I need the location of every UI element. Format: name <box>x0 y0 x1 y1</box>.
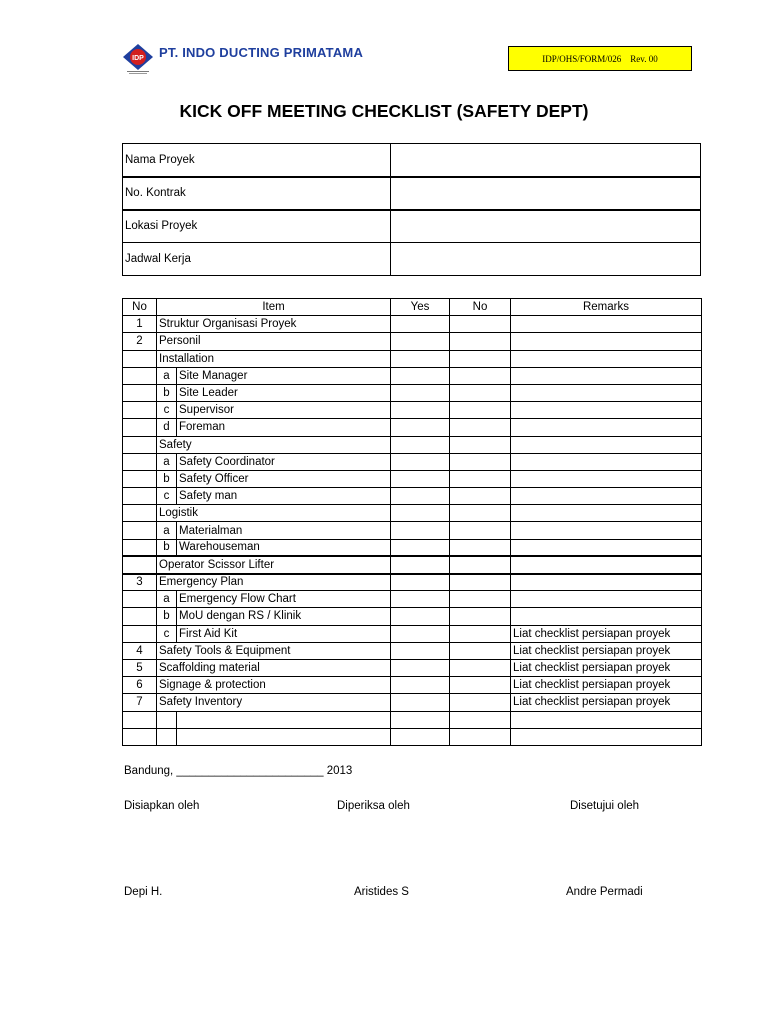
remarks-cell[interactable] <box>511 384 702 401</box>
no-cell[interactable] <box>450 556 511 573</box>
remarks-cell[interactable] <box>511 350 702 367</box>
row-number <box>123 419 157 436</box>
row-sub-letter: b <box>157 539 177 556</box>
prepared-by-label: Disiapkan oleh <box>124 800 200 812</box>
yes-cell[interactable] <box>391 470 450 487</box>
table-row <box>123 419 702 436</box>
row-number: 7 <box>123 694 157 711</box>
yes-cell[interactable] <box>391 367 450 384</box>
row-number <box>123 608 157 625</box>
yes-cell[interactable] <box>391 625 450 642</box>
empty-cell[interactable] <box>123 711 157 728</box>
table-row <box>123 384 702 401</box>
yes-cell[interactable] <box>391 539 450 556</box>
checked-by-name: Aristides S <box>354 886 409 898</box>
empty-cell[interactable] <box>123 728 157 745</box>
table-row <box>123 591 702 608</box>
row-number <box>123 402 157 419</box>
table-row <box>123 522 702 539</box>
table-row <box>123 539 702 556</box>
empty-cell[interactable] <box>157 728 177 745</box>
no-cell[interactable] <box>450 333 511 350</box>
table-row-empty <box>123 728 702 745</box>
remarks-cell[interactable] <box>511 522 702 539</box>
row-number <box>123 556 157 573</box>
no-cell[interactable] <box>450 488 511 505</box>
table-row <box>123 316 702 333</box>
row-number <box>123 367 157 384</box>
remarks-cell[interactable] <box>511 505 702 522</box>
row-number <box>123 350 157 367</box>
remarks-cell[interactable] <box>511 436 702 453</box>
remarks-cell[interactable] <box>511 539 702 556</box>
no-cell[interactable] <box>450 694 511 711</box>
table-row <box>123 608 702 625</box>
row-number: 3 <box>123 574 157 591</box>
remarks-cell[interactable]: Liat checklist persiapan proyek <box>511 659 702 676</box>
info-value-field[interactable] <box>391 144 701 177</box>
info-row <box>123 243 701 276</box>
table-row-empty <box>123 711 702 728</box>
info-label: No. Kontrak <box>123 177 391 210</box>
row-item: Site Leader <box>177 384 391 401</box>
yes-cell[interactable] <box>391 350 450 367</box>
table-row <box>123 436 702 453</box>
table-row <box>123 505 702 522</box>
table-row <box>123 694 702 711</box>
no-cell[interactable] <box>450 677 511 694</box>
row-sub-letter: a <box>157 453 177 470</box>
yes-cell[interactable] <box>391 556 450 573</box>
row-group-label: Operator Scissor Lifter <box>157 556 391 573</box>
no-cell[interactable] <box>450 608 511 625</box>
table-row <box>123 402 702 419</box>
no-cell[interactable] <box>450 367 511 384</box>
no-cell[interactable] <box>450 419 511 436</box>
form-code-box: IDP/OHS/FORM/026 Rev. 00 <box>508 46 692 71</box>
row-item: First Aid Kit <box>177 625 391 642</box>
no-cell[interactable] <box>450 316 511 333</box>
remarks-cell[interactable] <box>511 333 702 350</box>
yes-cell[interactable] <box>391 677 450 694</box>
page-title: KICK OFF MEETING CHECKLIST (SAFETY DEPT) <box>179 101 589 121</box>
approved-by-name: Andre Permadi <box>566 886 643 898</box>
table-row <box>123 556 702 573</box>
row-item: MoU dengan RS / Klinik <box>177 608 391 625</box>
row-sub-letter: a <box>157 522 177 539</box>
yes-cell[interactable] <box>391 505 450 522</box>
row-sub-letter: a <box>157 367 177 384</box>
row-group-label: Safety <box>157 436 391 453</box>
row-item: Warehouseman <box>177 539 391 556</box>
table-row <box>123 350 702 367</box>
row-number <box>123 436 157 453</box>
row-sub-letter: d <box>157 419 177 436</box>
row-number <box>123 625 157 642</box>
row-item: Supervisor <box>177 402 391 419</box>
row-number <box>123 591 157 608</box>
row-number: 2 <box>123 333 157 350</box>
table-row <box>123 574 702 591</box>
yes-cell[interactable] <box>391 419 450 436</box>
row-number: 5 <box>123 659 157 676</box>
no-cell[interactable] <box>450 522 511 539</box>
header-remarks: Remarks <box>511 299 702 316</box>
row-item: Safety Coordinator <box>177 453 391 470</box>
table-row <box>123 488 702 505</box>
remarks-cell[interactable] <box>511 470 702 487</box>
row-number: 1 <box>123 316 157 333</box>
row-item: Safety Tools & Equipment <box>157 642 391 659</box>
approved-by-label: Disetujui oleh <box>570 800 640 812</box>
header-no: No <box>123 299 157 316</box>
company-logo-icon <box>123 44 154 74</box>
info-label: Jadwal Kerja <box>123 243 391 276</box>
table-row <box>123 333 702 350</box>
row-item: Signage & protection <box>157 677 391 694</box>
no-cell[interactable] <box>450 384 511 401</box>
row-sub-letter: b <box>157 608 177 625</box>
row-item: Safety man <box>177 488 391 505</box>
table-row <box>123 677 702 694</box>
remarks-cell[interactable]: Liat checklist persiapan proyek <box>511 694 702 711</box>
yes-cell[interactable] <box>391 453 450 470</box>
checked-by-label: Diperiksa oleh <box>337 800 410 812</box>
table-row <box>123 470 702 487</box>
no-cell[interactable] <box>450 350 511 367</box>
remarks-cell[interactable] <box>511 556 702 573</box>
no-cell[interactable] <box>450 728 511 745</box>
info-value-field[interactable] <box>391 177 701 210</box>
row-item: Safety Inventory <box>157 694 391 711</box>
header-yes: Yes <box>391 299 450 316</box>
row-number <box>123 470 157 487</box>
row-number: 4 <box>123 642 157 659</box>
table-row <box>123 642 702 659</box>
info-label: Lokasi Proyek <box>123 210 391 243</box>
info-value-field[interactable] <box>391 243 701 276</box>
row-sub-letter: a <box>157 591 177 608</box>
row-number: 6 <box>123 677 157 694</box>
no-cell[interactable] <box>450 574 511 591</box>
remarks-cell[interactable] <box>511 574 702 591</box>
remarks-cell[interactable] <box>511 488 702 505</box>
no-cell[interactable] <box>450 402 511 419</box>
row-group-label: Installation <box>157 350 391 367</box>
row-item: Site Manager <box>177 367 391 384</box>
no-cell[interactable] <box>450 453 511 470</box>
info-value-field[interactable] <box>391 210 701 243</box>
yes-cell[interactable] <box>391 316 450 333</box>
yes-cell[interactable] <box>391 402 450 419</box>
info-row <box>123 210 701 243</box>
remarks-cell[interactable] <box>511 402 702 419</box>
yes-cell[interactable] <box>391 574 450 591</box>
remarks-cell[interactable]: Liat checklist persiapan proyek <box>511 642 702 659</box>
table-row <box>123 659 702 676</box>
yes-cell[interactable] <box>391 522 450 539</box>
remarks-cell[interactable] <box>511 728 702 745</box>
empty-cell[interactable] <box>177 711 391 728</box>
row-item: Struktur Organisasi Proyek <box>157 316 391 333</box>
row-sub-letter: b <box>157 470 177 487</box>
yes-cell[interactable] <box>391 642 450 659</box>
table-row <box>123 367 702 384</box>
row-number <box>123 488 157 505</box>
row-item: Scaffolding material <box>157 659 391 676</box>
table-row <box>123 453 702 470</box>
yes-cell[interactable] <box>391 728 450 745</box>
row-item: Safety Officer <box>177 470 391 487</box>
remarks-cell[interactable]: Liat checklist persiapan proyek <box>511 625 702 642</box>
no-cell[interactable] <box>450 711 511 728</box>
no-cell[interactable] <box>450 539 511 556</box>
row-number <box>123 539 157 556</box>
yes-cell[interactable] <box>391 488 450 505</box>
remarks-cell[interactable] <box>511 711 702 728</box>
row-sub-letter: b <box>157 384 177 401</box>
yes-cell[interactable] <box>391 608 450 625</box>
yes-cell[interactable] <box>391 591 450 608</box>
no-cell[interactable] <box>450 625 511 642</box>
checklist-table <box>122 298 702 746</box>
remarks-cell[interactable] <box>511 608 702 625</box>
yes-cell[interactable] <box>391 333 450 350</box>
no-cell[interactable] <box>450 591 511 608</box>
yes-cell[interactable] <box>391 659 450 676</box>
remarks-cell[interactable] <box>511 419 702 436</box>
row-item: Emergency Flow Chart <box>177 591 391 608</box>
row-item: Foreman <box>177 419 391 436</box>
info-row <box>123 177 701 210</box>
place-date-line: Bandung, _______________________ 2013 <box>124 765 353 777</box>
remarks-cell[interactable] <box>511 453 702 470</box>
yes-cell[interactable] <box>391 711 450 728</box>
remarks-cell[interactable] <box>511 367 702 384</box>
remarks-cell[interactable] <box>511 316 702 333</box>
no-cell[interactable] <box>450 659 511 676</box>
header-item: Item <box>157 299 391 316</box>
remarks-cell[interactable]: Liat checklist persiapan proyek <box>511 677 702 694</box>
row-number <box>123 453 157 470</box>
header-no-answer: No <box>450 299 511 316</box>
no-cell[interactable] <box>450 436 511 453</box>
remarks-cell[interactable] <box>511 591 702 608</box>
row-sub-letter: c <box>157 402 177 419</box>
logo-text: IDP <box>132 55 144 62</box>
row-number <box>123 505 157 522</box>
yes-cell[interactable] <box>391 384 450 401</box>
row-item: Emergency Plan <box>157 574 391 591</box>
no-cell[interactable] <box>450 642 511 659</box>
no-cell[interactable] <box>450 470 511 487</box>
row-item: Materialman <box>177 522 391 539</box>
yes-cell[interactable] <box>391 436 450 453</box>
table-row <box>123 625 702 642</box>
empty-cell[interactable] <box>157 711 177 728</box>
yes-cell[interactable] <box>391 694 450 711</box>
checklist-header-row <box>123 299 702 316</box>
empty-cell[interactable] <box>177 728 391 745</box>
info-row <box>123 144 701 177</box>
company-name: PT. INDO DUCTING PRIMATAMA <box>159 45 364 60</box>
info-label: Nama Proyek <box>123 144 391 177</box>
prepared-by-name: Depi H. <box>124 886 163 898</box>
row-sub-letter: c <box>157 488 177 505</box>
row-group-label: Logistik <box>157 505 391 522</box>
row-item: Personil <box>157 333 391 350</box>
no-cell[interactable] <box>450 505 511 522</box>
row-number <box>123 384 157 401</box>
row-number <box>123 522 157 539</box>
row-sub-letter: c <box>157 625 177 642</box>
project-info-table <box>122 143 701 276</box>
